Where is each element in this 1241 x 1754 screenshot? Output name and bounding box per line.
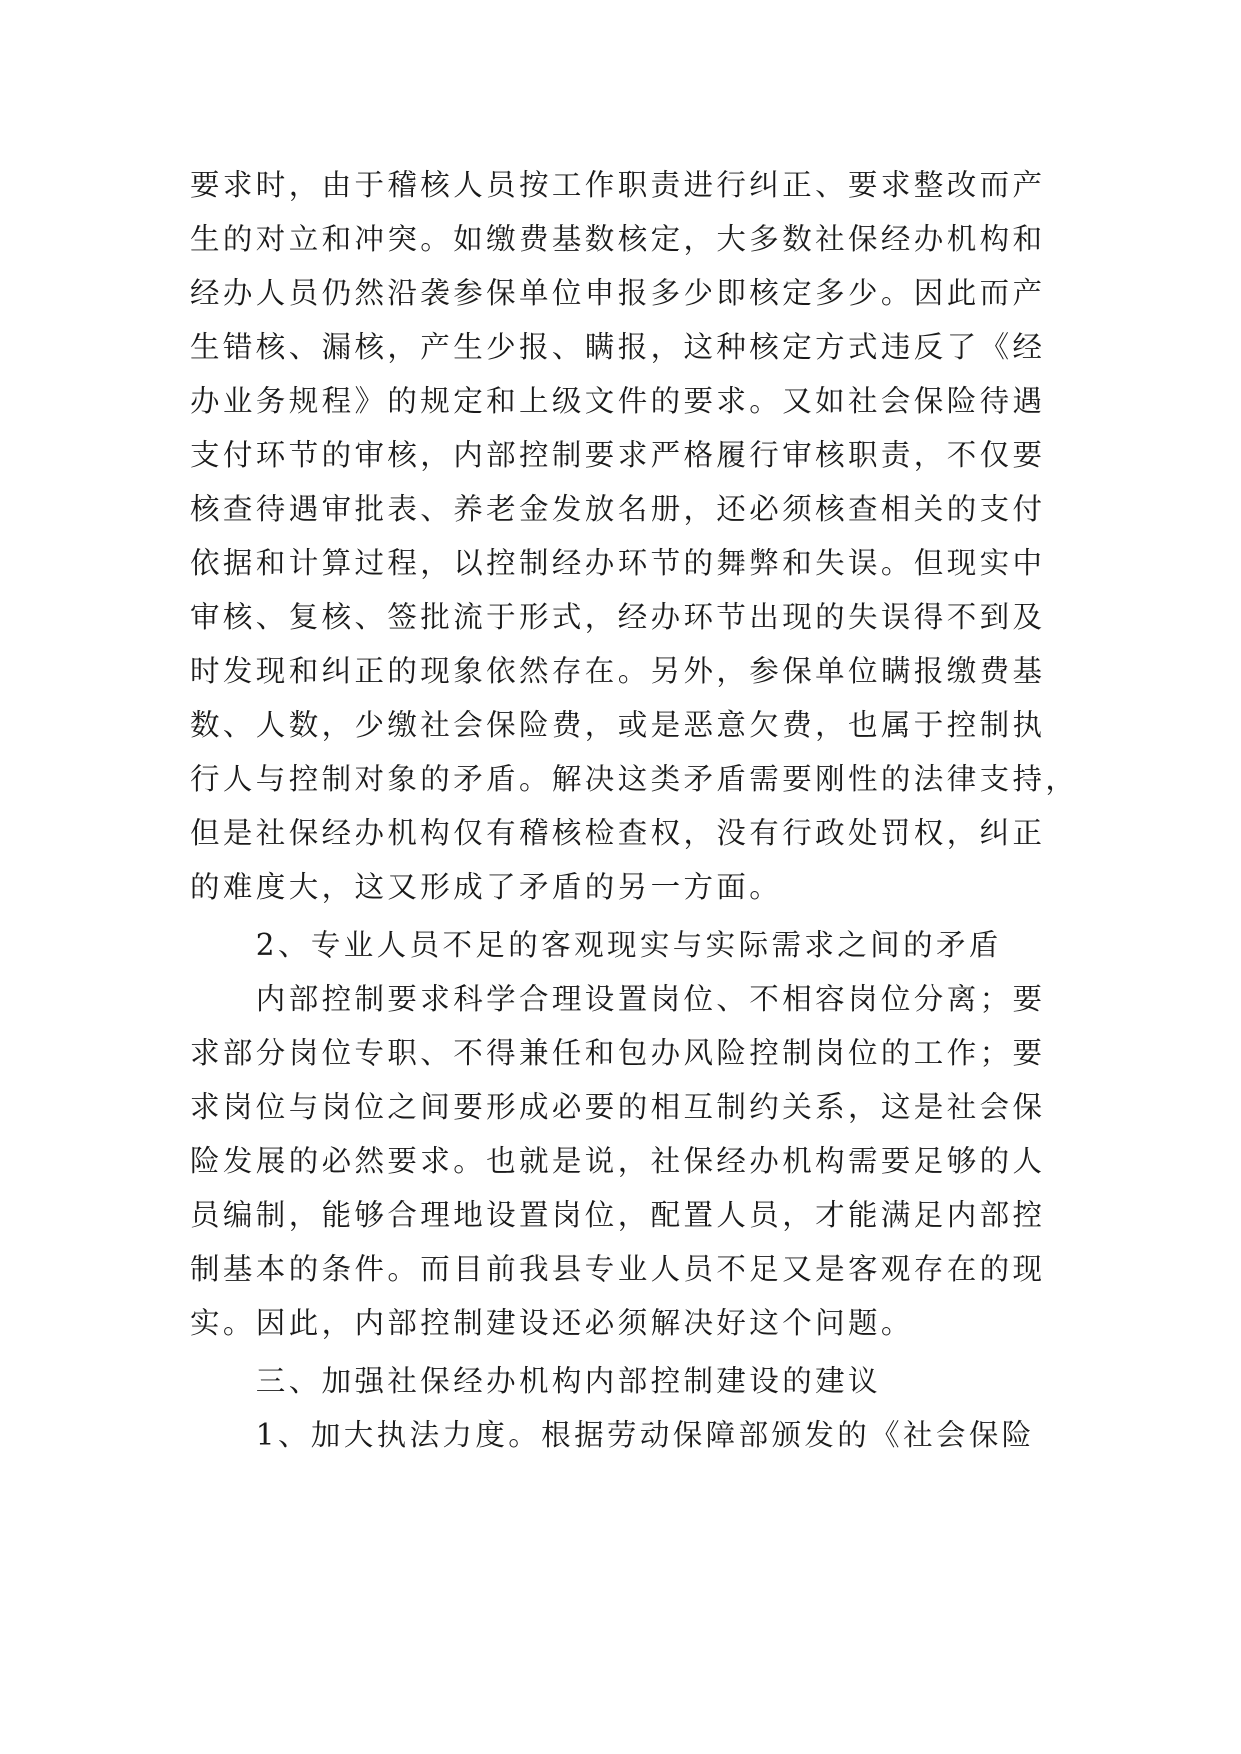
text-line-4: 生错核、漏核，产生少报、瞒报，这种核定方式违反了《经 xyxy=(190,330,1046,364)
text-line-11: 数、人数，少缴社会保险费，或是恶意欠费，也属于控制执 xyxy=(190,708,1046,742)
section-heading-3: 三、加强社保经办机构内部控制建设的建议 xyxy=(190,1364,881,1398)
text-line-18: 求岗位与岗位之间要形成必要的相互制约关系，这是社会保 xyxy=(190,1090,1046,1124)
text-line-20: 员编制，能够合理地设置岗位，配置人员，才能满足内部控 xyxy=(190,1198,1046,1232)
text-line-24: 1、加大执法力度。根据劳动保障部颁发的《社会保险 xyxy=(190,1418,1035,1452)
text-line-12: 行人与控制对象的矛盾。解决这类矛盾需要刚性的法律支持， xyxy=(190,762,1079,796)
text-line-16: 内部控制要求科学合理设置岗位、不相容岗位分离；要 xyxy=(190,982,1046,1016)
text-line-6: 支付环节的审核，内部控制要求严格履行审核职责，不仅要 xyxy=(190,438,1046,472)
text-line-10: 时发现和纠正的现象依然存在。另外，参保单位瞒报缴费基 xyxy=(190,654,1046,688)
text-line-22: 实。因此，内部控制建设还必须解决好这个问题。 xyxy=(190,1306,914,1340)
text-line-9: 审核、复核、签批流于形式，经办环节出现的失误得不到及 xyxy=(190,600,1046,634)
text-line-7: 核查待遇审批表、养老金发放名册，还必须核查相关的支付 xyxy=(190,492,1046,526)
text-line-17: 求部分岗位专职、不得兼任和包办风险控制岗位的工作；要 xyxy=(190,1036,1046,1070)
text-line-13: 但是社保经办机构仅有稽核检查权，没有行政处罚权，纠正 xyxy=(190,816,1046,850)
body-text xyxy=(190,158,1079,1462)
text-line-14: 的难度大，这又形成了矛盾的另一方面。 xyxy=(190,870,783,904)
section-heading-2: 2、专业人员不足的客观现实与实际需求之间的矛盾 xyxy=(190,928,1002,962)
text-line-5: 办业务规程》的规定和上级文件的要求。又如社会保险待遇 xyxy=(190,384,1046,418)
text-line-19: 险发展的必然要求。也就是说，社保经办机构需要足够的人 xyxy=(190,1144,1046,1178)
text-line-2: 生的对立和冲突。如缴费基数核定，大多数社保经办机构和 xyxy=(190,222,1046,256)
text-line-1: 要求时，由于稽核人员按工作职责进行纠正、要求整改而产 xyxy=(190,168,1046,202)
text-line-21: 制基本的条件。而目前我县专业人员不足又是客观存在的现 xyxy=(190,1252,1046,1286)
text-line-3: 经办人员仍然沿袭参保单位申报多少即核定多少。因此而产 xyxy=(190,276,1046,310)
text-line-8: 依据和计算过程，以控制经办环节的舞弊和失误。但现实中 xyxy=(190,546,1046,580)
